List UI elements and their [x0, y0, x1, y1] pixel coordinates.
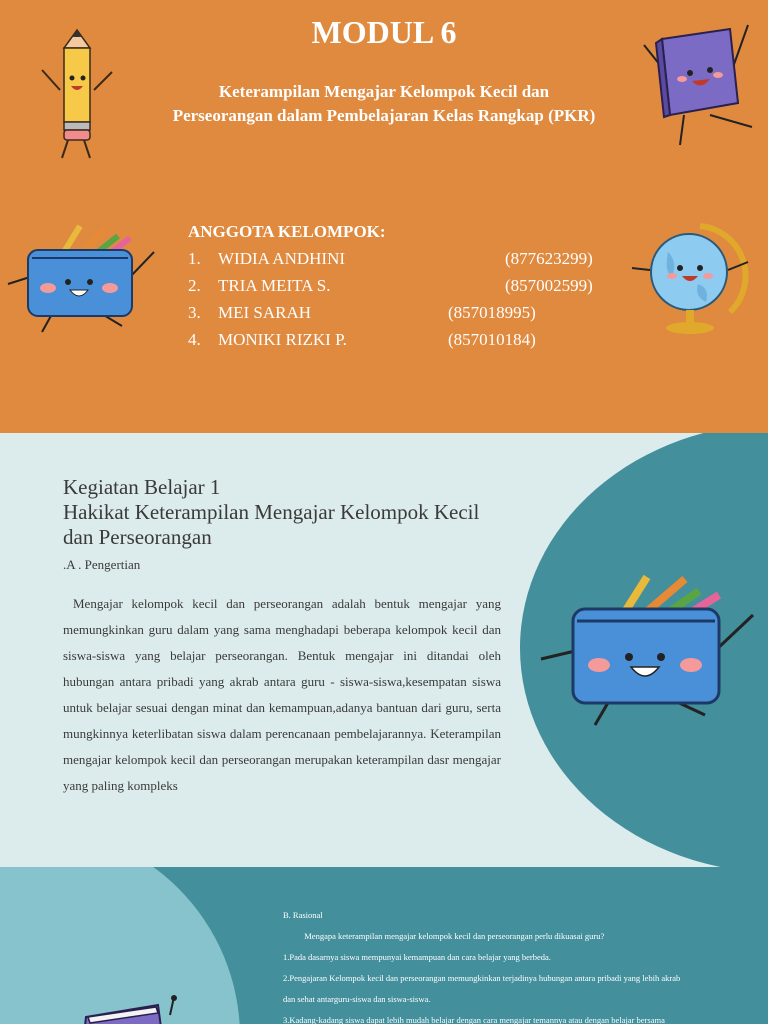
rationale-slide	[0, 867, 768, 1024]
rationale-line: Mengapa keterampilan mengajar kelompok kecil dan perseorangan perlu dikuasai guru?	[283, 931, 605, 941]
subtitle-line-2: Perseorangan dalam Pembelajaran Kelas Rangkap (PKR)	[172, 106, 596, 125]
module-subtitle	[140, 80, 628, 128]
member-number: 1.	[188, 249, 201, 268]
pencil-case-character-illustration	[535, 573, 760, 728]
cover-slide	[0, 0, 768, 433]
globe-character-illustration	[628, 222, 763, 337]
member-number: 4.	[188, 330, 201, 349]
title-line-1: Kegiatan Belajar 1	[63, 475, 221, 499]
rationale-heading: B. Rasional	[283, 910, 323, 920]
member-name: MEI SARAH	[218, 303, 312, 322]
slide-title	[63, 475, 523, 550]
member-id: (877623299)	[505, 249, 593, 268]
rationale-line: 2.Pengajaran Kelompok kecil dan perseorangan memungkinkan terjadinya hubungan antara pribadi yang lebih akrab	[283, 973, 681, 983]
pencil-case-character-illustration	[2, 222, 162, 334]
members-heading: ANGGOTA KELOMPOK:	[188, 222, 386, 241]
pencil-character-illustration	[38, 30, 118, 160]
title-line-2: Hakikat Keterampilan Mengajar Kelompok Kecil	[63, 500, 480, 524]
rationale-line: 3.Kadang-kadang siswa dapat lebih mudah belajar dengan cara mengajar temannya atau dengan belajar bersama	[283, 1015, 665, 1024]
rationale-line: 1.Pada dasarnya siswa mempunyai kemampuan dan cara belajar yang berbeda.	[283, 952, 551, 962]
member-name: TRIA MEITA S.	[218, 276, 331, 295]
body-paragraph: Mengajar kelompok kecil dan perseorangan adalah bentuk mengajar yang memungkinkan guru dalam yang sama menghadapi beberapa kelompok kecil dan siswa-siswa yang belajar perseorangan. Bentuk mengajar ini ditandai oleh hubungan antara pribadi yang akrab antara guru - siswa-siswa,kesempatan siswa untuk belajar sesuai dengan minat dan kemampuan,adanya bantuan dari guru, serta mungkinnya keterlibatan siswa dalam perencanaan pembelajarannya. Keterampilan mengajar kelompok kecil dan perseorangan merupakan keterampilan dasr mengajar yang paling kompleks	[63, 596, 501, 793]
member-number: 2.	[188, 276, 201, 295]
book-character-illustration	[640, 15, 755, 150]
book-character-illustration	[78, 995, 188, 1024]
member-name: MONIKI RIZKI P.	[218, 330, 347, 349]
member-id: (857018995)	[448, 303, 536, 322]
title-line-3: dan Perseorangan	[63, 525, 212, 549]
member-name: WIDIA ANDHINI	[218, 249, 346, 268]
module-title: MODUL 6	[311, 14, 457, 50]
subtitle-line-1: Keterampilan Mengajar Kelompok Kecil dan	[218, 82, 550, 101]
rationale-line: dan sehat antarguru-siswa dan siswa-siswa.	[283, 994, 431, 1004]
rationale-text	[283, 905, 755, 1024]
member-id: (857010184)	[448, 330, 536, 349]
content-slide	[0, 433, 768, 867]
member-number: 3.	[188, 303, 201, 322]
member-id: (857002599)	[505, 276, 593, 295]
section-heading: .A . Pengertian	[63, 557, 141, 572]
